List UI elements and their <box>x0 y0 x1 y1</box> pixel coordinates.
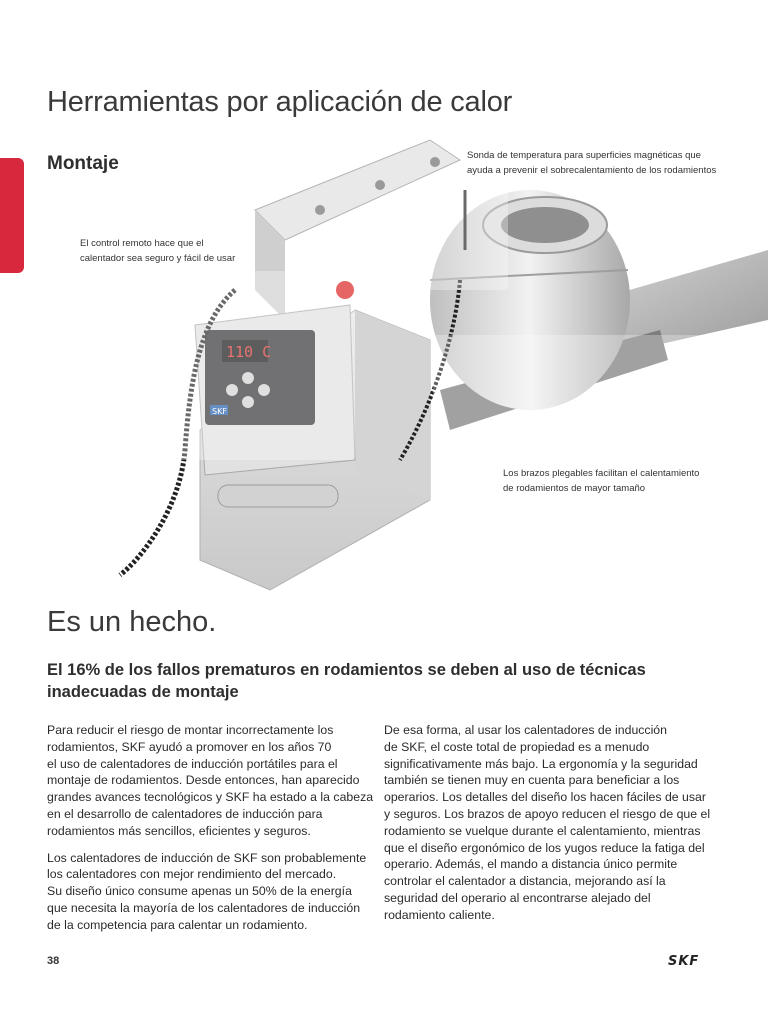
fact-heading: Es un hecho. <box>47 606 217 638</box>
paragraph: Para reducir el riesgo de montar incorrectamente los rodamientos, SKF ayudó a promover en los años 70 el uso de calentadores de inducción portátiles para el montaje de rodamientos. Desde entonces, han aparecido grandes avances tecnológicos y SKF ha estado a la cabeza en el desarrollo de calentadores de inducción para rodamientos más sencillos, eficientes y seguros. <box>47 723 374 838</box>
svg-text:SKF: SKF <box>212 407 227 416</box>
highlight-probe <box>427 184 508 290</box>
section-subtitle: Montaje <box>47 153 119 174</box>
page-number: 38 <box>47 955 60 967</box>
page-title: Herramientas por aplicación de calor <box>47 86 513 118</box>
induction-heater-illustration <box>0 130 768 600</box>
product-photo <box>0 130 768 600</box>
temperature-display: 110 C <box>226 343 272 361</box>
highlight-remote <box>97 271 355 460</box>
body-column-left <box>47 722 377 944</box>
highlight-arms <box>433 335 707 460</box>
paragraph: Los calentadores de inducción de SKF son probablemente los calentadores con mejor rendimiento del mercado. Su diseño único consume apenas un 50% de la energía que necesita la mayoría de los calentadores de inducción de la competencia para calentar un rodamiento. <box>47 850 367 932</box>
callout-probe: Sonda de temperatura para superficies magnéticas que ayuda a prevenir el sobrecalentamiento de los rodamientos <box>467 150 717 176</box>
handle <box>218 485 338 507</box>
paragraph: De esa forma, al usar los calentadores de inducción de SKF, el coste total de propiedad es a menudo significativamente más bajo. La ergonomía y la seguridad también se tienen muy en cuenta para beneficiar a los operarios. Los detalles del diseño los hacen fáciles de usar y seguros. Los brazos de apoyo reducen el riesgo de que el rodamiento se vuelque durante el calentamiento, mientras que el diseño ergonómico de los yugos reduce la fatiga del operario. Además, el mando a distancia único permite controlar el calentador a distancia, mejorando así la seguridad del operario al encontrarse alejado del rodamiento caliente. <box>384 723 711 922</box>
fact-subheading: El 16% de los fallos prematuros en rodamientos se deben al uso de técnicas inadecuadas de montaje <box>47 661 646 701</box>
skf-logo: SKF <box>668 954 700 969</box>
callout-remote: El control remoto hace que el calentador sea seguro y fácil de usar <box>80 238 236 264</box>
body-column-right <box>384 722 714 934</box>
callout-arms: Los brazos plegables facilitan el calentamiento de rodamientos de mayor tamaño <box>503 468 700 494</box>
